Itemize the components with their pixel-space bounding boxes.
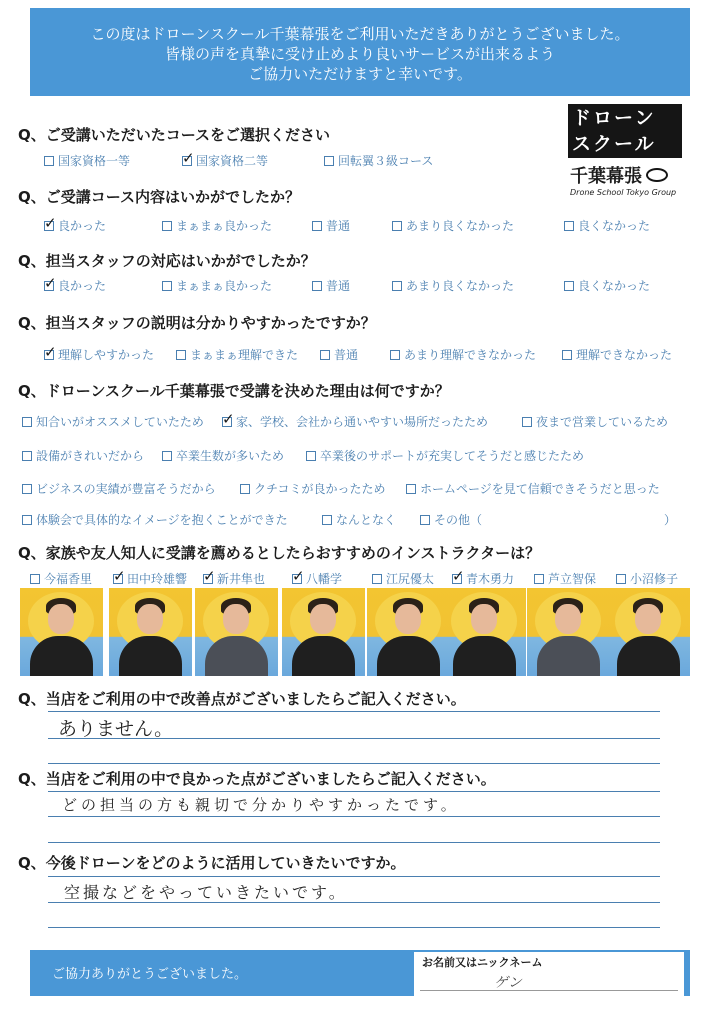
checkbox-checked[interactable] [113,574,123,584]
instructor-photo-2 [109,588,192,676]
q5-option-1[interactable] [22,413,204,430]
q8-question: Q、当店をご利用の中で良かった点がございましたらご記入ください。 [18,770,496,788]
q5-option-9[interactable] [406,480,660,497]
instructor-photo-4 [282,588,365,676]
checkbox[interactable] [176,350,186,360]
name-field[interactable] [414,950,684,996]
checkbox[interactable] [312,281,322,291]
q1-question: Q、ご受講いただいたコースをご選択ください [18,126,331,144]
checkbox[interactable] [30,574,40,584]
checkbox[interactable] [22,451,32,461]
checkbox[interactable] [320,350,330,360]
name-value[interactable]: ゲン [494,975,522,991]
header-line-1: この度はドローンスクール千葉幕張をご利用いただきありがとうございました。 [90,25,630,43]
instructor-photos [20,588,690,676]
q3-option-1[interactable] [44,277,106,294]
q7-question: Q、当店をご利用の中で改善点がございましたらご記入ください。 [18,690,466,708]
q7-answer[interactable]: ありません。 [58,718,174,740]
q5-option-7[interactable] [22,480,216,497]
option-label: まぁまぁ良かった [176,219,273,233]
q5-option-4[interactable] [22,447,144,464]
checkbox[interactable] [616,574,626,584]
answer-line [48,711,660,712]
checkbox[interactable] [22,515,32,525]
option-label: 良くなかった [578,219,651,233]
checkbox[interactable] [522,417,532,427]
option-label: 良くなかった [578,279,651,293]
checkbox[interactable] [372,574,382,584]
q4-option-5[interactable] [562,346,672,363]
q4-option-3[interactable] [320,346,358,363]
answer-line [48,876,660,877]
checkbox[interactable] [162,221,172,231]
option-label: あまり良くなかった [406,219,515,233]
option-label: 卒業生数が多いため [176,449,285,463]
q2-option-2[interactable] [162,217,272,234]
instructor-photo-5 [367,588,450,676]
checkbox[interactable] [406,484,416,494]
answer-line [48,816,660,817]
q5-question: Q、ドローンスクール千葉幕張で受講を決めた理由は何ですか？ [18,382,450,400]
q3-option-2[interactable] [162,277,272,294]
option-label: 体験会で具体的なイメージを抱くことができた [36,513,288,527]
instructor-name: 新井隼也 [217,572,266,586]
q9-answer[interactable]: 空撮などをやっていきたいです。 [64,883,348,902]
checkbox-checked[interactable] [44,281,54,291]
checkbox[interactable] [44,156,54,166]
q4-option-4[interactable] [390,346,536,363]
instructor-photo-7 [527,588,610,676]
q5-option-6[interactable] [306,447,584,464]
instructor-name: 青木勇力 [466,572,515,586]
option-label: ビジネスの実績が豊富そうだから [36,482,216,496]
instructor-name: 小沼修子 [630,572,679,586]
school-logo [568,104,682,212]
checkbox-checked[interactable] [44,221,54,231]
instructor-name: 江尻優太 [386,572,435,586]
option-label: 良かった [58,279,107,293]
q5-option-5[interactable] [162,447,284,464]
q4-option-1[interactable] [44,346,154,363]
footer-thanks: ご協力ありがとうございました。 [52,967,248,982]
checkbox-checked[interactable] [292,574,302,584]
option-label: 普通 [326,219,351,233]
q4-question: Q、担当スタッフの説明は分かりやすかったですか？ [18,314,376,332]
q3-option-4[interactable] [392,277,514,294]
option-label: 国家資格二等 [196,154,269,168]
checkbox[interactable] [240,484,250,494]
checkbox[interactable] [22,417,32,427]
checkbox[interactable] [322,515,332,525]
logo-line-2: スクール [568,132,682,158]
instructor-option-4[interactable] [292,570,342,587]
drone-icon [646,168,668,182]
checkbox[interactable] [22,484,32,494]
q9-question: Q、今後ドローンをどのように活用していきたいですか。 [18,854,406,872]
q2-option-5[interactable] [564,217,650,234]
instructor-option-3[interactable] [203,570,265,587]
checkbox-checked[interactable] [452,574,462,584]
option-label: 理解しやすかった [58,348,155,362]
checkbox-checked[interactable] [44,350,54,360]
option-label: まぁまぁ理解できた [190,348,299,362]
q5-option-10[interactable] [22,511,288,528]
logo-english: Drone School Tokyo Group [570,188,677,197]
answer-line [48,842,660,843]
instructor-photo-8 [607,588,690,676]
q5-other-close: ） [664,513,677,527]
checkbox[interactable] [420,515,430,525]
option-label: まぁまぁ良かった [176,279,273,293]
q6-question: Q、家族や友人知人に受講を薦めるとしたらおすすめのインストラクターは？ [18,544,541,562]
footer-banner [30,950,690,996]
logo-line-3-row [568,158,682,188]
option-label: クチコミが良かったため [254,482,386,496]
q3-option-3[interactable] [312,277,350,294]
option-label: あまり理解できなかった [404,348,537,362]
q1-option-1[interactable] [44,152,130,169]
header-banner [30,8,690,96]
answer-line [48,902,660,903]
checkbox[interactable] [392,281,402,291]
checkbox[interactable] [564,281,574,291]
option-label: 設備がきれいだから [36,449,145,463]
option-label: 夜まで営業しているため [536,415,669,429]
instructor-option-5[interactable] [372,570,434,587]
q2-option-1[interactable] [44,217,106,234]
instructor-option-7[interactable] [534,570,596,587]
q5-option-3[interactable] [522,413,668,430]
checkbox[interactable] [564,221,574,231]
checkbox[interactable] [312,221,322,231]
instructor-option-6[interactable] [452,570,514,587]
instructor-photo-6 [443,588,526,676]
checkbox[interactable] [392,221,402,231]
q3-option-5[interactable] [564,277,650,294]
option-label: ホームページを見て信頼できそうだと思った [420,482,660,496]
instructor-option-8[interactable] [616,570,678,587]
instructor-name: 田中玲雄響 [127,572,188,586]
instructor-name: 今福香里 [44,572,93,586]
option-label: 良かった [58,219,107,233]
header-line-3: ご協力いただけますと幸いです。 [248,65,472,83]
answer-line [48,791,660,792]
instructor-name: 八幡学 [306,572,343,586]
instructor-option-2[interactable] [113,570,187,587]
option-label: 回転翼３級コース [338,154,434,168]
q5-option-8[interactable] [240,480,386,497]
q8-answer[interactable]: どの担当の方も親切で分かりやすかったです。 [62,796,460,814]
checkbox-checked[interactable] [182,156,192,166]
option-label: 家、学校、会社から通いやすい場所だったため [236,415,489,429]
checkbox[interactable] [390,350,400,360]
q1-option-3[interactable] [324,152,433,169]
q5-option-11[interactable] [322,511,396,528]
option-label: 理解できなかった [576,348,673,362]
option-label: 国家資格一等 [58,154,131,168]
q1-option-2[interactable] [182,152,268,169]
option-label: 知合いがオススメしていたため [36,415,204,429]
q3-question: Q、担当スタッフの対応はいかがでしたか？ [18,252,316,270]
option-label: 卒業後のサポートが充実してそうだと感じたため [320,449,585,463]
checkbox[interactable] [306,451,316,461]
option-label: 普通 [326,279,351,293]
instructor-name: 芦立智保 [548,572,597,586]
checkbox-checked[interactable] [203,574,213,584]
q5-option-2[interactable] [222,413,488,430]
option-label: あまり良くなかった [406,279,515,293]
checkbox-checked[interactable] [222,417,232,427]
checkbox[interactable] [162,451,172,461]
logo-line-3: 千葉幕張 [570,166,642,187]
logo-line-1: ドローン [568,104,682,132]
q2-question: Q、ご受講コース内容はいかがでしたか？ [18,188,301,206]
option-label: 普通 [334,348,359,362]
option-label: なんとなく [336,513,397,527]
instructor-option-1[interactable] [30,570,92,587]
q2-option-4[interactable] [392,217,514,234]
instructor-photo-1 [20,588,103,676]
answer-line [48,927,660,928]
instructor-photo-3 [195,588,278,676]
option-label: その他（ [434,513,483,527]
q4-option-2[interactable] [176,346,298,363]
header-line-2: 皆様の声を真摯に受け止めより良いサービスが出来るよう [164,45,555,63]
q5-option-12[interactable] [420,511,482,528]
name-label: お名前又はニックネーム [422,956,543,969]
checkbox[interactable] [324,156,334,166]
name-underline [420,990,678,991]
answer-line [48,738,660,739]
checkbox[interactable] [562,350,572,360]
checkbox[interactable] [162,281,172,291]
checkbox[interactable] [534,574,544,584]
q2-option-3[interactable] [312,217,350,234]
answer-line [48,763,660,764]
